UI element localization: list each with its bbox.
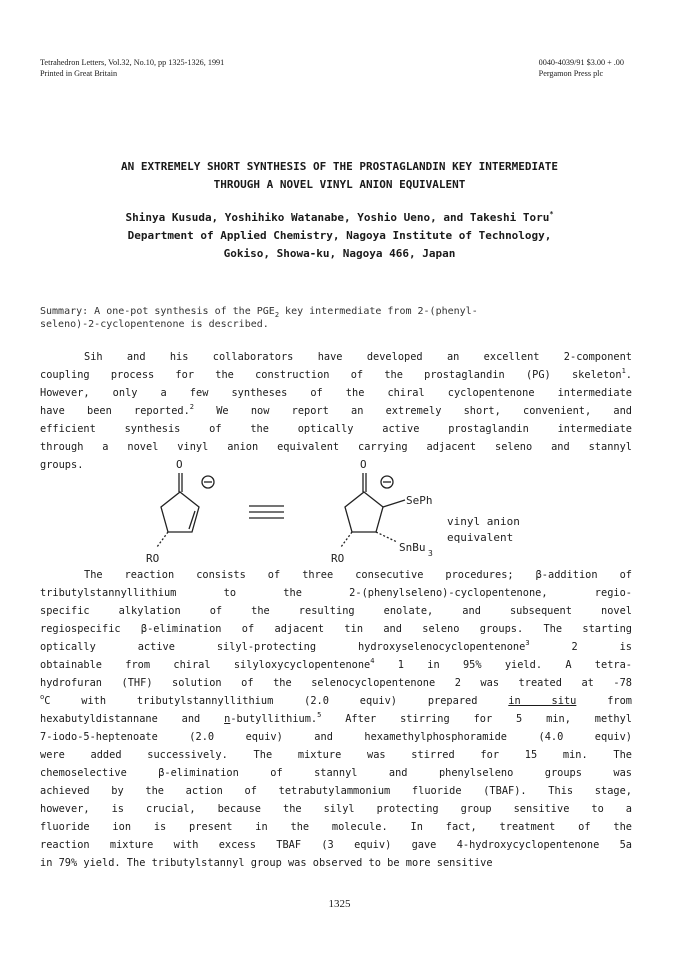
p2-line-7: hydrofuran (THF) solution of the selenocyclopentenone 2 was treated at -78: [40, 677, 632, 689]
right-ro-label: RO: [331, 552, 345, 565]
p2-line-5-a: optically active silyl-protecting hydroxyselenocyclopentenone: [40, 641, 526, 653]
print-location: Printed in Great Britain: [40, 69, 118, 78]
author-list: [0, 209, 679, 227]
p2-line-5: [40, 638, 632, 656]
ref-2: 2: [189, 403, 195, 411]
ref-3: 3: [525, 639, 530, 647]
publisher-header: [539, 57, 624, 79]
right-oxygen: O: [360, 458, 367, 471]
snbu-label: SnBu: [399, 541, 426, 554]
degree-mark: o: [40, 693, 45, 701]
p1-line-3: However, only a few syntheses of the chiral cyclopentenone intermediate: [40, 387, 632, 399]
p2-line-9-b: -butyllithium.: [230, 713, 318, 725]
p2-line-8-b: from: [576, 695, 632, 707]
p1-line-2: [40, 366, 632, 384]
p1-line-1: Sih and his collaborators have developed an excellent 2-component: [84, 351, 632, 363]
p2-line-8-a: C with tributylstannyllithium (2.0 equiv) prepared: [44, 695, 509, 707]
summary-subscript: 2: [274, 311, 280, 319]
journal-citation: Tetrahedron Letters, Vol.32, No.10, pp 1325-1326, 1991: [40, 58, 225, 67]
affiliation-line-1: Department of Applied Chemistry, Nagoya Institute of Technology,: [127, 229, 552, 242]
p2-line-9-c: After stirring for 5 min, methyl: [321, 713, 632, 725]
p1-line-4-a: have been reported.: [40, 405, 190, 417]
equivalent-label: equivalent: [447, 531, 514, 544]
n-prefix: n: [224, 713, 231, 725]
issn-price: 0040-4039/91 $3.00 + .00: [538, 58, 624, 67]
seph-bond: [383, 500, 405, 507]
p1-line-2-text: coupling process for the construction of the prostaglandin (PG) skeleton: [40, 369, 622, 381]
author-names: Shinya Kusuda, Yoshihiko Watanabe, Yoshio Ueno, and Takeshi Toru: [125, 211, 550, 224]
vinyl-anion-label: vinyl anion: [447, 515, 520, 528]
p2-line-6-a: obtainable from chiral silyloxycyclopentenone: [40, 659, 371, 671]
snbu-subscript: 3: [428, 549, 433, 558]
reaction-scheme: [0, 436, 679, 570]
p2-line-9-a: hexabutyldistannane and: [40, 713, 225, 725]
p2-line-10: 7-iodo-5-heptenoate (2.0 equiv) and hexamethylphosphoramide (4.0 equiv): [40, 731, 632, 743]
p2-line-1: The reaction consists of three consecutive procedures; β-addition of: [84, 569, 632, 581]
p1-line-6: through a novel vinyl anion equivalent carrying adjacent seleno and stannyl: [40, 441, 632, 453]
p2-line-3: specific alkylation of the resulting enolate, and subsequent novel: [40, 605, 632, 617]
p1-line-4: [40, 402, 632, 420]
affiliation-line-2: Gokiso, Showa-ku, Nagoya 466, Japan: [223, 247, 456, 260]
publisher-name: Pergamon Press plc: [538, 69, 604, 78]
p1-line-7: groups.: [40, 459, 84, 471]
summary-text-a: Summary: A one-pot synthesis of the PGE: [40, 306, 275, 317]
p2-line-12: chemoselective β-elimination of stannyl and phenylseleno groups was: [40, 767, 632, 779]
in-situ-term: in situ: [508, 695, 577, 707]
p2-line-8: [40, 692, 632, 710]
p2-line-11: were added successively. The mixture was stirred for 15 min. The: [40, 749, 632, 761]
page-number: 1325: [328, 898, 351, 910]
p2-line-16: reaction mixture with excess TBAF (3 equiv) gave 4-hydroxycyclopentenone 5a: [40, 839, 632, 851]
ref-1: 1: [621, 367, 626, 375]
journal-header: [40, 57, 224, 79]
left-ro-label: RO: [146, 552, 160, 565]
seph-label: SePh: [406, 494, 433, 507]
abstract-summary: [40, 305, 620, 331]
paper-title-line-2: THROUGH A NOVEL VINYL ANION EQUIVALENT: [213, 178, 466, 191]
corresponding-author-mark: *: [549, 210, 554, 218]
p1-line-2-tail: .: [625, 369, 632, 381]
p2-line-2: tributylstannyllithium to the 2-(phenylseleno)-cyclopentenone, regio-: [40, 587, 632, 599]
left-oxygen: O: [176, 458, 183, 471]
p2-line-6-b: 1 in 95% yield. A tetra-: [374, 659, 633, 671]
summary-text-b: key intermediate from 2-(phenyl-: [279, 306, 478, 317]
p1-line-5: efficient synthesis of the optically active prostaglandin intermediate: [40, 423, 632, 435]
p2-line-6: [40, 656, 632, 674]
right-ring: [345, 492, 383, 532]
snbu-bond: [376, 532, 397, 542]
left-ro-bond: [157, 532, 168, 547]
ref-4: 4: [370, 657, 375, 665]
ref-5: 5: [317, 711, 322, 719]
p2-line-13: achieved by the action of tetrabutylammonium fluoride (TBAF). This stage,: [40, 785, 632, 797]
p2-line-14: however, is crucial, because the silyl protecting group sensitive to a: [40, 803, 632, 815]
p2-line-5-b: 2 is: [529, 641, 633, 653]
p2-line-9: [40, 710, 632, 728]
p2-line-15: fluoride ion is present in the molecule. In fact, treatment of the: [40, 821, 632, 833]
p2-line-17: in 79% yield. The tributylstannyl group was observed to be more sensitive: [40, 857, 493, 869]
paper-title-line-1: AN EXTREMELY SHORT SYNTHESIS OF THE PROSTAGLANDIN KEY INTERMEDIATE: [120, 160, 559, 173]
p1-line-4-b: We now report an extremely short, convenient, and: [216, 405, 632, 417]
left-ring: [161, 492, 199, 532]
summary-text-c: seleno)-2-cyclopentenone is described.: [40, 319, 269, 330]
p2-line-4: regiospecific β-elimination of adjacent tin and seleno groups. The starting: [40, 623, 632, 635]
right-ro-bond: [341, 532, 352, 547]
